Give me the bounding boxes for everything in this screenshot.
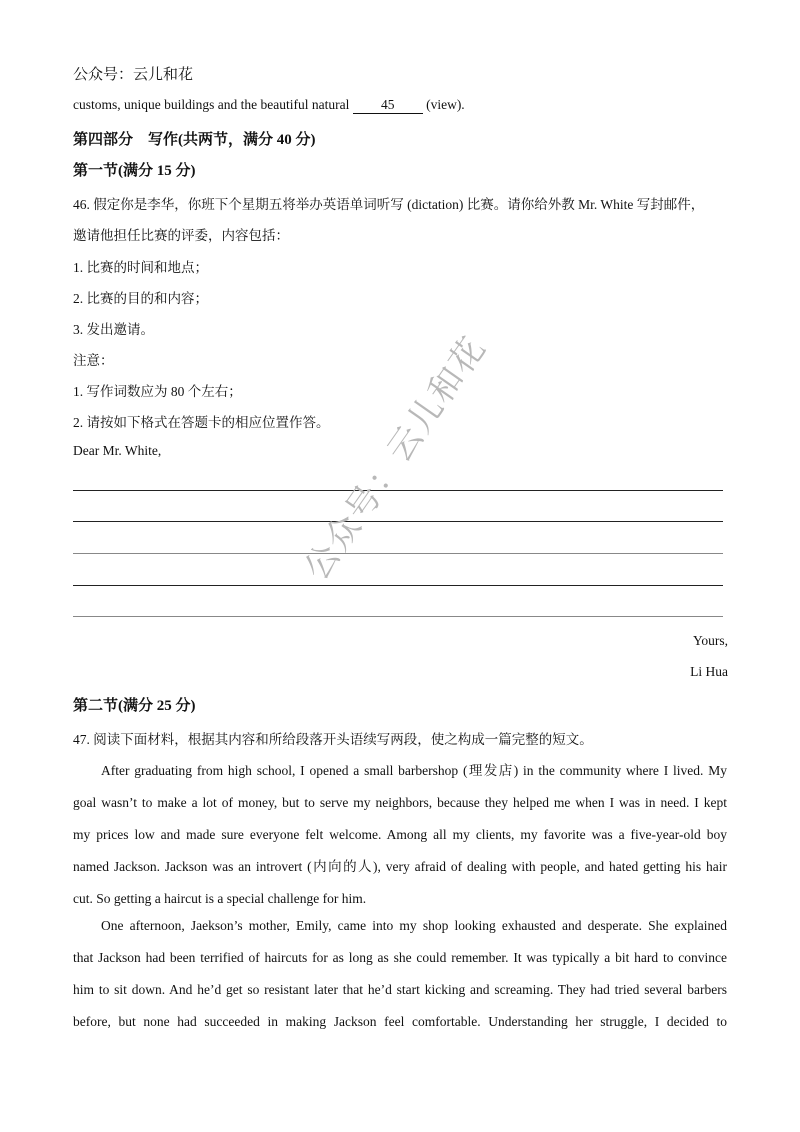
q47-p2-line-4: before, but none had succeeded in making Jackson feel comfortable. Understanding her struggle, I decided to <box>73 1014 727 1029</box>
q46-point-3: 3. 发出邀请。 <box>73 322 154 337</box>
writing-line-2 <box>73 521 723 522</box>
q46-prompt-line2: 邀请他担任比赛的评委，内容包括： <box>73 228 289 243</box>
q47-instruction: 47. 阅读下面材料，根据其内容和所给段落开头语续写两段，使之构成一篇完整的短文。 <box>73 732 593 747</box>
part4-title: 第四部分 写作(共两节，满分 40 分) <box>73 132 316 148</box>
q45-text-after: (view). <box>426 97 465 112</box>
q47-p2-line-1: One afternoon, Jaekson’s mother, Emily, came into my shop looking exhausted and desperate. She explained <box>101 918 727 933</box>
q45-answer-blank: 45 <box>353 97 423 114</box>
writing-line-4 <box>73 585 723 586</box>
letter-closing: Yours, <box>692 633 728 648</box>
q47-paragraph-2 <box>73 910 727 1038</box>
q46-point-2: 2. 比赛的目的和内容； <box>73 291 208 306</box>
q46-note-2: 2. 请按如下格式在答题卡的相应位置作答。 <box>73 415 330 430</box>
letter-salutation: Dear Mr. White, <box>73 443 162 458</box>
q46-point-1: 1. 比赛的时间和地点； <box>73 260 208 275</box>
q47-p1-line-2: goal wasn’t to make a lot of money, but to serve my neighbors, because they helped me when I was in need. I kept <box>73 795 727 810</box>
q47-paragraph-1 <box>73 755 727 915</box>
q47-p1-line-1: After graduating from high school, I opened a small barbershop (理发店) in the community where I lived. My <box>101 763 727 778</box>
q46-note-label: 注意： <box>73 353 114 368</box>
q46-prompt-line1: 46. 假定你是李华，你班下个星期五将举办英语单词听写 (dictation) 比赛。请你给外教 Mr. White 写封邮件， <box>73 197 705 212</box>
q45-line <box>73 97 465 114</box>
section2-title: 第二节(满分 25 分) <box>73 698 196 714</box>
header-watermark: 公众号：云儿和花 <box>73 65 194 83</box>
center-watermark: 公众号：云儿和花 <box>296 328 495 588</box>
q47-p1-line-3: my prices low and made sure everyone felt welcome. Among all my clients, my favorite was a five-year-old boy <box>73 827 727 842</box>
writing-line-5 <box>73 616 723 617</box>
section1-title: 第一节(满分 15 分) <box>73 163 196 179</box>
letter-signature: Li Hua <box>690 664 728 679</box>
q47-p2-line-2: that Jackson had been terrified of haircuts for as long as she could remember. It was typically a bit hard to convince <box>73 950 727 965</box>
q47-p1-line-4: named Jackson. Jackson was an introvert (内向的人), very afraid of dealing with people, and hated getting his hair <box>73 859 727 874</box>
q45-text-before: customs, unique buildings and the beautiful natural <box>73 97 350 112</box>
q46-note-1: 1. 写作词数应为 80 个左右； <box>73 384 242 399</box>
q47-p2-line-3: him to sit down. And he’d get so resistant later that he’d start kicking and screaming. They had tried several barbers <box>73 982 727 997</box>
q47-p1-line-5: cut. So getting a haircut is a special challenge for him. <box>73 891 367 906</box>
writing-line-3 <box>73 553 723 554</box>
